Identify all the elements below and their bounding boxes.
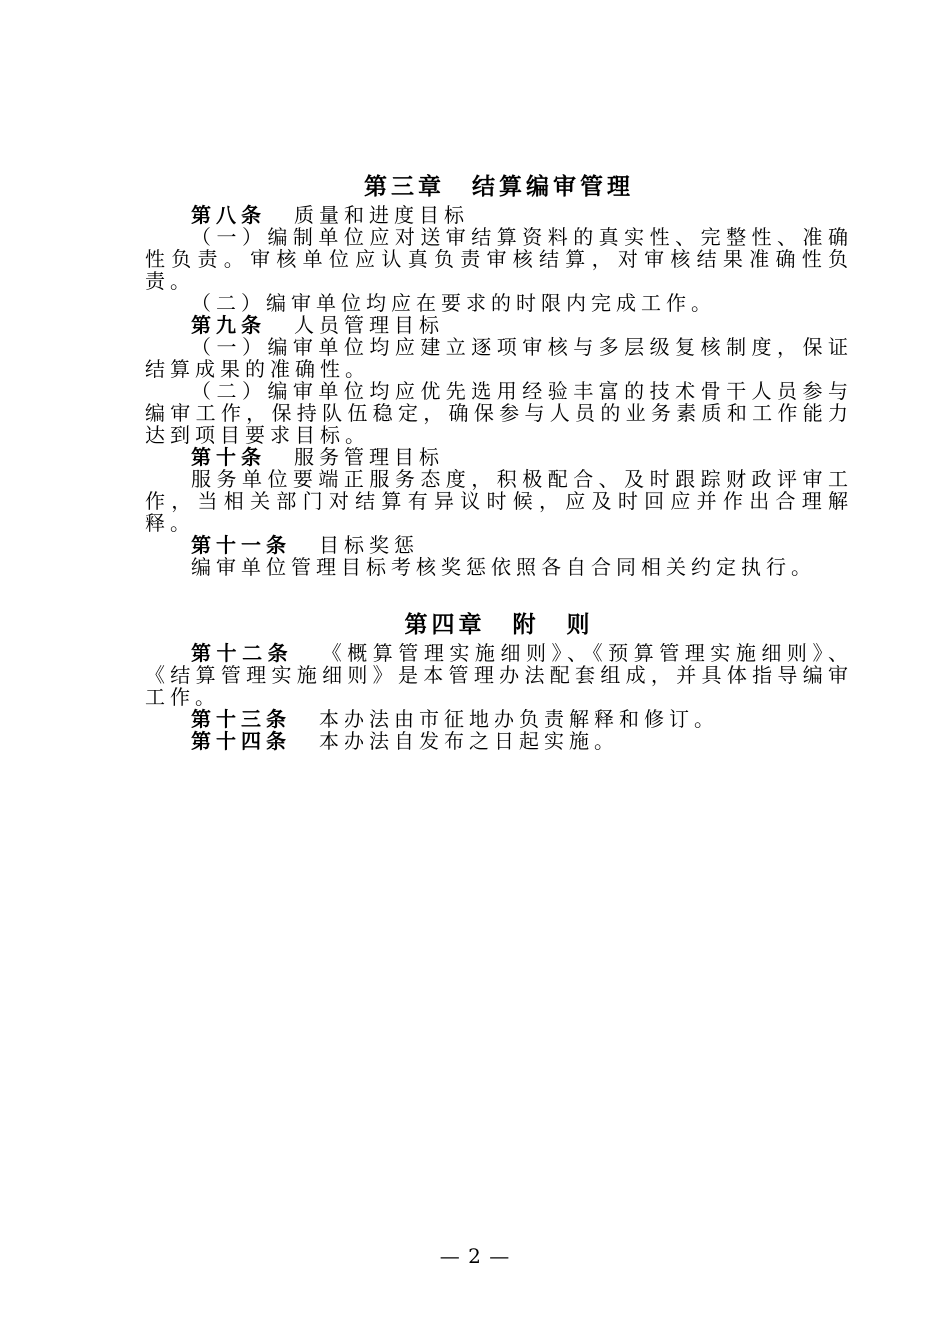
- article-14-text: 本办法自发布之日起实施。: [319, 729, 619, 753]
- article-13-label: 第十三条: [191, 707, 291, 731]
- article-8-para-1: （一）编制单位应对送审结算资料的真实性、完整性、准确性负责。审核单位应认真负责审核结算，对审核结果准确性负责。: [145, 225, 853, 293]
- article-9-heading: 人员管理目标: [294, 314, 444, 336]
- article-9-para-1: （一）编审单位均应建立逐项审核与多层级复核制度，保证结算成果的准确性。: [145, 335, 853, 381]
- chapter-3-title: 第三章 结算编审管理: [364, 174, 634, 200]
- article-12-text: 《概算管理实施细则》、《预算管理实施细则》、《结算管理实施细则》是本管理办法配套组成，并具体指导编审工作。: [145, 641, 854, 709]
- article-11-header: [145, 534, 853, 556]
- page-body: [145, 170, 853, 752]
- article-12: [145, 642, 853, 708]
- article-11-para-1: 编审单位管理目标考核奖惩依照各自合同相关约定执行。: [191, 555, 816, 579]
- article-14-label: 第十四条: [191, 729, 291, 753]
- article-10-heading: 服务管理目标: [294, 446, 444, 468]
- article-10-label: 第十条: [191, 446, 266, 468]
- article-9-header: [145, 314, 853, 336]
- article-8-label: 第八条: [191, 204, 266, 226]
- article-11-label: 第十一条: [191, 534, 291, 556]
- chapter-4-title: 第四章 附 则: [404, 612, 594, 638]
- article-9-para-2: （二）编审单位均应优先选用经验丰富的技术骨干人员参与编审工作，保持队伍稳定，确保参与人员的业务素质和工作能力达到项目要求目标。: [145, 379, 853, 447]
- article-13-text: 本办法由市征地办负责解释和修订。: [319, 707, 719, 731]
- article-8-heading: 质量和进度目标: [294, 204, 469, 226]
- article-9-label: 第九条: [191, 314, 266, 336]
- article-8-header: [145, 204, 853, 226]
- article-8-para-2: （二）编审单位均应在要求的时限内完成工作。: [191, 291, 716, 315]
- article-10-header: [145, 446, 853, 468]
- article-14: [145, 730, 853, 752]
- article-10-para-1: 服务单位要端正服务态度，积极配合、及时跟踪财政评审工作，当相关部门对结算有异议时候，应及时回应并作出合理解释。: [145, 467, 853, 535]
- article-12-label: 第十二条: [191, 641, 294, 665]
- article-13: [145, 708, 853, 730]
- article-11-heading: 目标奖惩: [319, 534, 419, 556]
- page-number: — 2 —: [439, 1244, 511, 1268]
